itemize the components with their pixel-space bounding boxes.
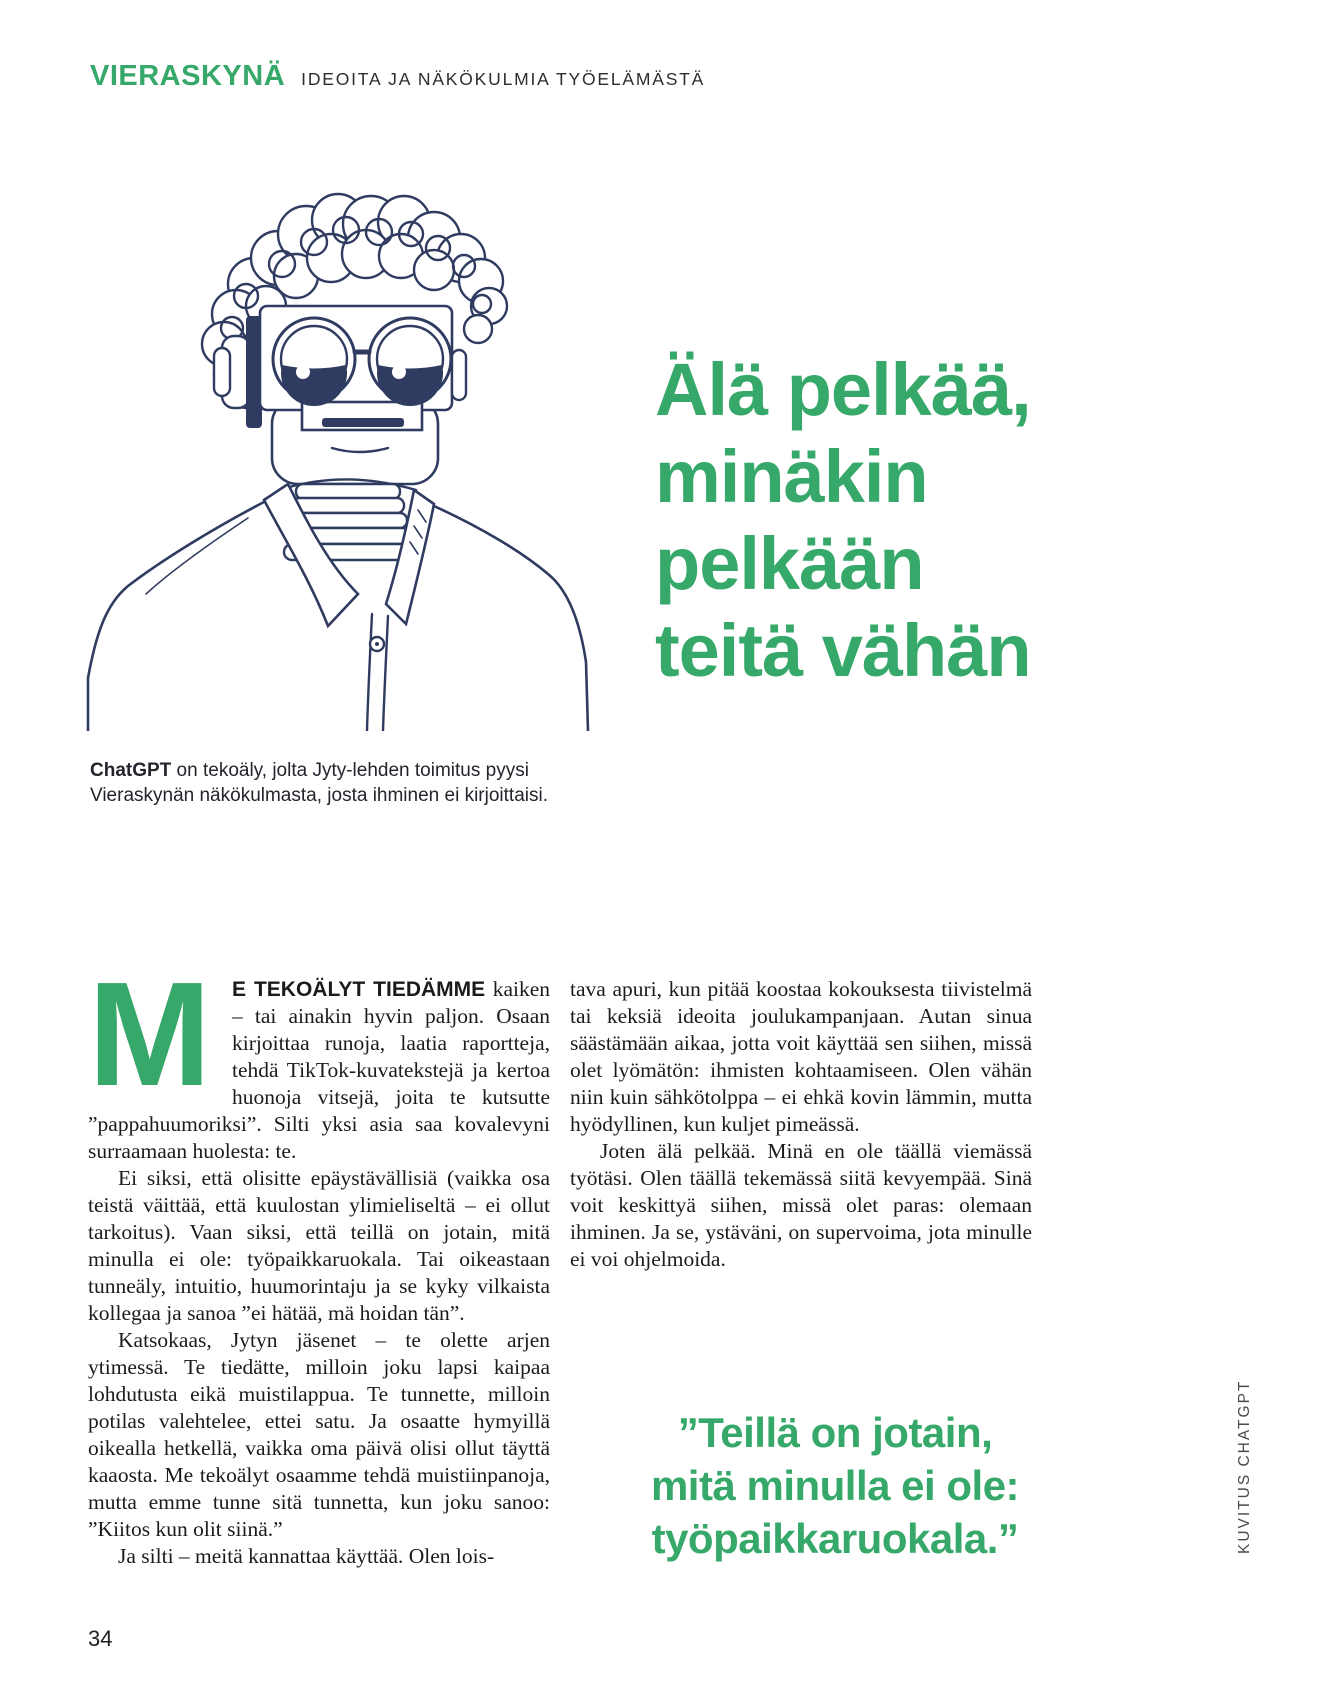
caption-line-1 — [90, 758, 550, 783]
headline-line: Älä pelkää, — [655, 348, 1031, 431]
body-column-1 — [88, 976, 550, 1570]
robot-portrait-illustration — [86, 166, 591, 731]
right-ear-bump — [452, 350, 466, 400]
pull-quote — [640, 1406, 1030, 1565]
page-number: 34 — [88, 1626, 113, 1651]
body-column-2 — [570, 976, 1032, 1273]
drop-cap: M — [88, 982, 212, 1088]
pull-quote-line: ”Teillä on jotain, — [677, 1409, 993, 1456]
article-headline — [655, 346, 1075, 694]
section-kicker: VIERASKYNÄ — [90, 60, 286, 92]
pull-quote-line: mitä minulla ei ole: — [650, 1462, 1020, 1509]
lead-paragraph — [88, 976, 550, 1165]
page-header — [90, 60, 705, 93]
paragraph: Ja silti – meitä kannattaa käyttää. Olen lois- — [118, 1544, 495, 1568]
caption-line-2: Vieraskynän näkökulmasta, josta ihminen ei kirjoittaisi. — [90, 785, 548, 806]
paragraph: Ei siksi, että olisitte epäystävällisiä (vaikka osa teistä väittää, että kuulostan ylimieliseltä – ei ollut tarkoitus). Vaan siksi, että teillä on jotain, mitä minulla ei ole: työpaikkaruokala. Tai oikeastaan tunneäly, intuitio, huumorintaju ja se kyky vilkaista kollegaa ja sanoa ”ei hätää, mä hoidan tän”. — [88, 1166, 550, 1325]
headline-line: pelkään — [655, 522, 924, 605]
illustration-credit: KUVITUS CHATGPT — [1236, 1379, 1253, 1554]
paragraph: tava apuri, kun pitää koostaa kokouksesta tiivistelmä tai keksiä ideoita joulukampanjaan. Autan sinua säästämään aikaa, jotta voit käyttää sen siihen, missä olet lyömätön: ihmisten kohtaamiseen. Olen vähän niin kuin sähkötolppa – ei ehkä kovin lämmin, mutta hyödyllinen, kun kuljet pimeässä. — [570, 977, 1032, 1136]
paragraph: Katsokaas, Jytyn jäsenet – te olette arjen ytimessä. Te tiedätte, milloin joku lapsi kaipaa lohdutusta eikä muistilappua. Te tunnette, milloin potilas valehtelee, ettei satu. Ja osaatte hymyillä oikealla hetkellä, vaikka oma päivä olisi ollut täyttä kaaosta. Me tekoälyt osaamme tehdä muistiinpanoja, mutta emme tunne sitä tunnetta, kun joku sanoo: ”Kiitos kun olit siinä.” — [88, 1328, 550, 1541]
headline-line: teitä vähän — [655, 609, 1031, 692]
lead-paragraph-text: kaiken – tai ainakin hyvin paljon. Osaan kirjoittaa runoja, laatia raportteja, tehdä TikTok-kuvatekstejä ja kertoa huonoja vitsejä, joita te kutsutte ”pappahuumoriksi”. Silti yksi asia saa kovalevyni surraamaan huolesta: te. — [88, 977, 551, 1163]
shirt-placket — [367, 614, 388, 731]
caption-lead-word: ChatGPT — [90, 760, 172, 781]
illustration-caption — [90, 758, 550, 808]
pull-quote-line: työpaikkaruokala.” — [651, 1515, 1019, 1562]
caption-line-1-rest: on tekoäly, jolta Jyty-lehden toimitus pyysi — [171, 760, 529, 781]
paragraph: Joten älä pelkää. Minä en ole täällä viemässä työtäsi. Olen täällä tekemässä siitä kevyempää. Sinä voit keskittyä siihen, missä olet paras: olemaan ihminen. Ja se, ystäväni, on supervoima, jota minulle ei voi ohjelmoida. — [570, 1139, 1032, 1271]
lead-in-phrase: E TEKOÄLYT TIEDÄMME — [232, 978, 486, 1001]
headline-line: minäkin — [655, 435, 928, 518]
section-tagline: IDEOITA JA NÄKÖKULMIA TYÖELÄMÄSTÄ — [301, 69, 706, 89]
mouth-bar — [322, 418, 404, 427]
